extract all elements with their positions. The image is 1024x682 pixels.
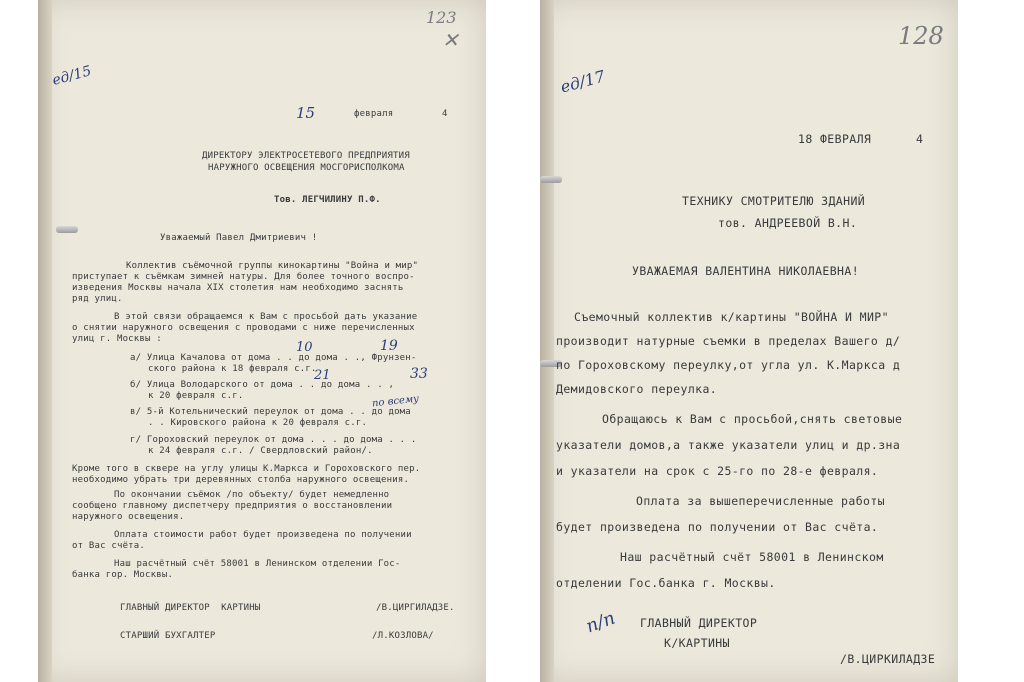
right-margin-mark: ед/17 — [558, 66, 608, 97]
right-document-page — [540, 0, 958, 682]
left-p3-line: Кроме того в сквере на углу улицы К.Маркса и Гороховского пер. — [72, 464, 421, 474]
left-staple — [56, 226, 78, 233]
right-addressee-line1: ТЕХНИКУ СМОТРИТЕЛЮ ЗДАНИЙ — [682, 194, 866, 208]
left-item-c-note-handwritten: по всему — [371, 393, 420, 410]
left-addressee-line1: ДИРЕКТОРУ ЭЛЕКТРОСЕТЕВОГО ПРЕДПРИЯТИЯ — [202, 151, 410, 161]
left-page-number: 123 — [426, 8, 457, 27]
left-salutation: Уважаемый Павел Дмитриевич ! — [160, 233, 318, 243]
right-staple-top — [540, 176, 562, 183]
right-p1-line: по Гороховскому переулку,от угла ул. К.Маркса д — [556, 358, 901, 372]
left-p1-line: Коллектив съёмочной группы кинокартины "Война и мир" — [126, 261, 419, 271]
left-signature1-name: /В.ЦИРГИЛАДЗЕ. — [376, 603, 455, 613]
left-addressee-name: Тов. ЛЕГЧИЛИНУ П.Ф. — [274, 195, 381, 205]
right-p4-line: Наш расчётный счёт 58001 в Ленинском — [620, 550, 884, 564]
left-date-month: февраля — [354, 109, 394, 119]
left-signature2-title: СТАРШИЙ БУХГАЛТЕР — [120, 631, 216, 641]
left-p1-line: изведения Москвы начала XIX столетия нам необходимо заснять — [72, 283, 404, 293]
left-p2-line: В этой связи обращаемся к Вам с просьбой дать указание — [114, 312, 418, 322]
left-item-b-line2: к 20 февраля с.г. — [148, 391, 244, 401]
left-p4-line: сообщено главному диспетчеру предприятия о восстановлении — [72, 501, 393, 511]
left-p6-line: Наш расчётный счёт 58001 в Ленинском отделении Гос- — [114, 559, 401, 569]
left-addressee-line2: НАРУЖНОГО ОСВЕЩЕНИЯ МОСГОРИСПОЛКОМА — [208, 163, 405, 173]
left-date-day: 15 — [296, 104, 316, 122]
right-p1-line: производит натурные съемки в пределах Вашего д/ — [556, 334, 901, 348]
right-p3-line: будет произведена по получении от Вас счёта. — [556, 520, 879, 534]
right-signature-title1: ГЛАВНЫЙ ДИРЕКТОР — [640, 616, 758, 630]
right-p2-line: Обращаюсь к Вам с просьбой,снять световые — [602, 412, 903, 426]
left-item-b-to-handwritten: 33 — [410, 366, 428, 382]
right-p2-line: указатели домов,а также указатели улиц и др.зна — [556, 438, 901, 452]
left-item-a-from-handwritten: 10 — [296, 340, 313, 355]
right-p1-line: Демидовского переулка. — [556, 382, 718, 396]
right-date: 18 ФЕВРАЛЯ — [798, 132, 872, 146]
left-item-a-to-handwritten: 19 — [380, 338, 398, 354]
left-p2-line: о снятии наружного освещения с проводами с ниже перечисленных — [72, 323, 415, 333]
left-item-b-line1: б/ Улица Володарского от дома . . до дома . . , — [130, 380, 395, 390]
left-item-c-line1: в/ 5-й Котельнический переулок от дома . . до дома — [130, 407, 411, 417]
left-p1-line: приступает к съёмкам зимней натуры. Для более точного воспро- — [72, 272, 415, 282]
left-p5-line: от Вас счёта. — [72, 541, 146, 551]
left-item-d-line1: г/ Гороховский переулок от дома . . . до дома . . . — [130, 435, 417, 445]
left-item-b-from-handwritten: 21 — [314, 368, 331, 383]
right-page-number: 128 — [898, 22, 944, 50]
left-item-d-line2: к 24 февраля с.г. / Свердловский район/. — [148, 446, 373, 456]
right-p2-line: и указатели на срок с 25-го по 28-е февраля. — [556, 464, 879, 478]
right-salutation: УВАЖАЕМАЯ ВАЛЕНТИНА НИКОЛАЕВНА! — [632, 264, 860, 278]
right-signature-title2: К/КАРТИНЫ — [664, 636, 730, 650]
left-margin-mark: ед/15 — [50, 63, 94, 89]
left-p6-line: банка гор. Москвы. — [72, 570, 174, 580]
right-addressee-line2: тов. АНДРЕЕВОЙ В.Н. — [718, 216, 858, 230]
left-signature2-name: /Л.КОЗЛОВА/ — [372, 631, 434, 641]
right-p4-line: отделении Гос.банка г. Москвы. — [556, 576, 776, 590]
left-p1-line: ряд улиц. — [72, 294, 123, 304]
right-p3-line: Оплата за вышеперечисленные работы — [636, 494, 886, 508]
left-p3-line: необходимо убрать три деревянных столба наружного освещения. — [72, 475, 410, 485]
left-page-cross-mark: ✕ — [442, 28, 459, 52]
left-document-page — [38, 0, 486, 682]
left-page-binding — [38, 0, 52, 682]
left-item-a-line2: ского района к 18 февраля с.г. — [148, 364, 317, 374]
left-p2-line: улиц г. Москвы : — [72, 334, 162, 344]
right-signature-name: /В.ЦИРКИЛАДЗЕ — [840, 652, 936, 666]
left-p4-line: По окончании съёмок /по объекту/ будет немедленно — [114, 490, 390, 500]
left-p4-line: наружного освещения. — [72, 512, 185, 522]
right-p1-line: Съемочный коллектив к/картины "ВОЙНА И МИР" — [574, 310, 889, 324]
left-p5-line: Оплата стоимости работ будет произведена по получении — [114, 530, 412, 540]
left-date-year: 4 — [442, 109, 448, 119]
right-signature-mark: п/п — [583, 607, 618, 638]
right-page-binding — [540, 0, 554, 682]
left-item-c-line2: . . Кировского района к 20 февраля с.г. — [148, 418, 368, 428]
left-signature1-title: ГЛАВНЫЙ ДИРЕКТОР КАРТИНЫ — [120, 603, 261, 613]
left-item-a-line1: а/ Улица Качалова от дома . . до дома . ., Фрунзен- — [130, 353, 417, 363]
right-date-year: 4 — [916, 132, 924, 146]
